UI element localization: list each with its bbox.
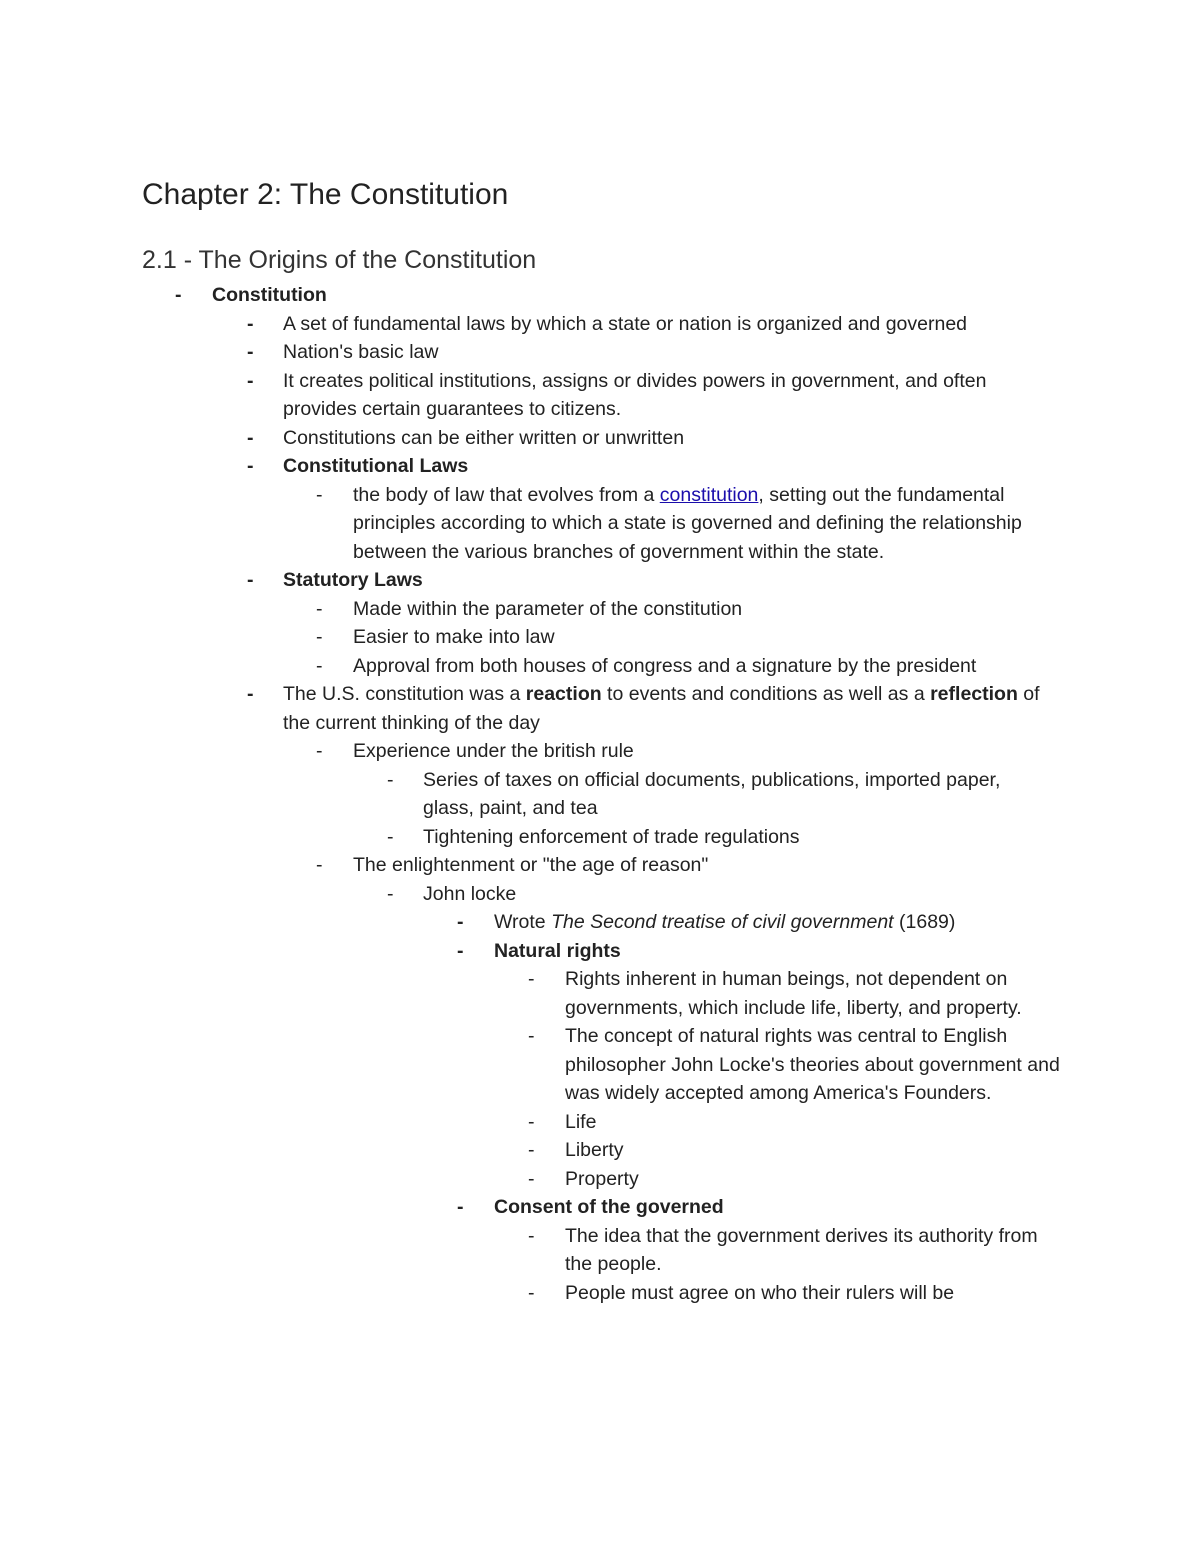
list-item xyxy=(247,566,1053,595)
item-text: Approval from both houses of congress and a signature by the president xyxy=(353,654,977,677)
item-text: Life xyxy=(565,1110,597,1133)
list-item xyxy=(247,680,1053,737)
list-item xyxy=(457,908,1054,937)
bullet-dash: - xyxy=(387,825,394,848)
list-item xyxy=(247,310,1053,339)
bullet-dash: - xyxy=(457,939,464,962)
bullet-dash: - xyxy=(316,740,323,762)
bold-term: Constitution xyxy=(212,284,327,306)
bullet-dash: - xyxy=(528,1110,535,1133)
bullet-dash: - xyxy=(387,768,394,791)
bullet-dash: - xyxy=(528,1025,535,1047)
item-text: John locke xyxy=(423,882,517,905)
item-text: Liberty xyxy=(565,1139,624,1161)
list-item xyxy=(175,281,1052,310)
bullet-dash: - xyxy=(387,882,394,905)
item-text: Nation's basic law xyxy=(283,341,439,363)
list-item xyxy=(247,367,1053,424)
item-text: Easier to make into law xyxy=(353,626,555,648)
bullet-dash: - xyxy=(316,654,323,677)
item-text: (1689) xyxy=(893,911,956,933)
list-item xyxy=(247,338,1053,367)
bullet-dash: - xyxy=(457,1196,464,1218)
bullet-dash: - xyxy=(316,483,323,506)
list-item xyxy=(316,652,1053,681)
bullet-dash: - xyxy=(528,968,535,990)
bullet-dash: - xyxy=(528,1281,535,1304)
bullet-dash: - xyxy=(316,626,323,648)
bold-term: Statutory Laws xyxy=(283,569,423,591)
bullet-dash: - xyxy=(247,312,254,335)
bold-term: Consent of the governed xyxy=(494,1196,724,1218)
item-text: A set of fundamental laws by which a state or nation is organized and governed xyxy=(283,312,968,335)
bullet-dash: - xyxy=(316,854,323,876)
bold-term: reflection xyxy=(930,683,1018,705)
bold-term: Constitutional Laws xyxy=(283,455,469,477)
constitution-link[interactable]: constitution xyxy=(659,483,759,506)
bold-term: Natural rights xyxy=(494,939,621,962)
bullet-dash: - xyxy=(247,455,254,477)
item-text: Made within the parameter of the constitution xyxy=(353,597,743,620)
section-heading: 2.1 - The Origins of the Constitution xyxy=(142,246,537,274)
list-item xyxy=(528,1279,1065,1308)
list-item xyxy=(247,452,1053,481)
item-text: The concept of natural rights was central to English philosopher John Locke's theories about government and was widely accepted among America's Founders. xyxy=(565,1025,1060,1104)
list-item xyxy=(528,1222,1065,1279)
bullet-dash: - xyxy=(247,341,254,363)
list-item xyxy=(528,1136,1065,1165)
list-item xyxy=(528,965,1065,1022)
list-item xyxy=(528,1165,1065,1194)
item-text: , setting out the fundamental principles according to which a state is governed and defining the relationship between the various branches of government within the state. xyxy=(353,483,1022,563)
bullet-dash: - xyxy=(247,683,254,705)
list-item xyxy=(316,737,1053,766)
bullet-dash: - xyxy=(528,1139,535,1161)
bullet-dash: - xyxy=(316,597,323,620)
italic-title: The Second treatise of civil government xyxy=(551,911,894,933)
item-text: the body of law that evolves from a xyxy=(353,483,660,506)
item-text: People must agree on who their rulers will be xyxy=(565,1281,955,1304)
list-item xyxy=(387,823,1053,852)
list-item xyxy=(316,851,1053,880)
item-text: The idea that the government derives its authority from the people. xyxy=(565,1224,1038,1275)
list-item xyxy=(528,1022,1065,1108)
bullet-dash: - xyxy=(528,1167,535,1190)
item-text: to events and conditions as well as a xyxy=(601,683,931,705)
list-item xyxy=(387,880,1053,909)
list-item xyxy=(316,623,1053,652)
bullet-dash: - xyxy=(528,1224,535,1247)
list-item xyxy=(457,937,1054,966)
item-text: It creates political institutions, assigns or divides powers in government, and often provides certain guarantees to citizens. xyxy=(283,369,987,420)
item-text: Constitutions can be either written or unwritten xyxy=(283,426,685,449)
item-text: Series of taxes on official documents, publications, imported paper, glass, paint, and tea xyxy=(423,768,1001,819)
outline-list xyxy=(0,281,1200,1307)
item-text: Wrote xyxy=(494,911,552,933)
list-item xyxy=(316,595,1053,624)
item-text: Property xyxy=(565,1167,639,1190)
item-text: The enlightenment or "the age of reason" xyxy=(353,854,709,876)
bullet-dash: - xyxy=(247,369,254,392)
bullet-dash: - xyxy=(175,284,182,306)
bullet-dash: - xyxy=(457,911,464,933)
list-item xyxy=(387,766,1053,823)
item-text: Experience under the british rule xyxy=(353,740,634,762)
bullet-dash: - xyxy=(247,569,254,591)
list-item xyxy=(316,481,1053,567)
item-text: The U.S. constitution was a xyxy=(283,683,526,705)
item-text: of the current thinking of the day xyxy=(283,683,1040,734)
item-text: Tightening enforcement of trade regulations xyxy=(423,825,800,848)
list-item xyxy=(457,1193,1054,1222)
page-title: Chapter 2: The Constitution xyxy=(142,178,509,211)
item-text: Rights inherent in human beings, not dependent on governments, which include life, liberty, and property. xyxy=(565,968,1022,1019)
bullet-dash: - xyxy=(247,426,254,449)
list-item xyxy=(528,1108,1065,1137)
list-item xyxy=(247,424,1053,453)
bold-term: reaction xyxy=(525,683,602,705)
